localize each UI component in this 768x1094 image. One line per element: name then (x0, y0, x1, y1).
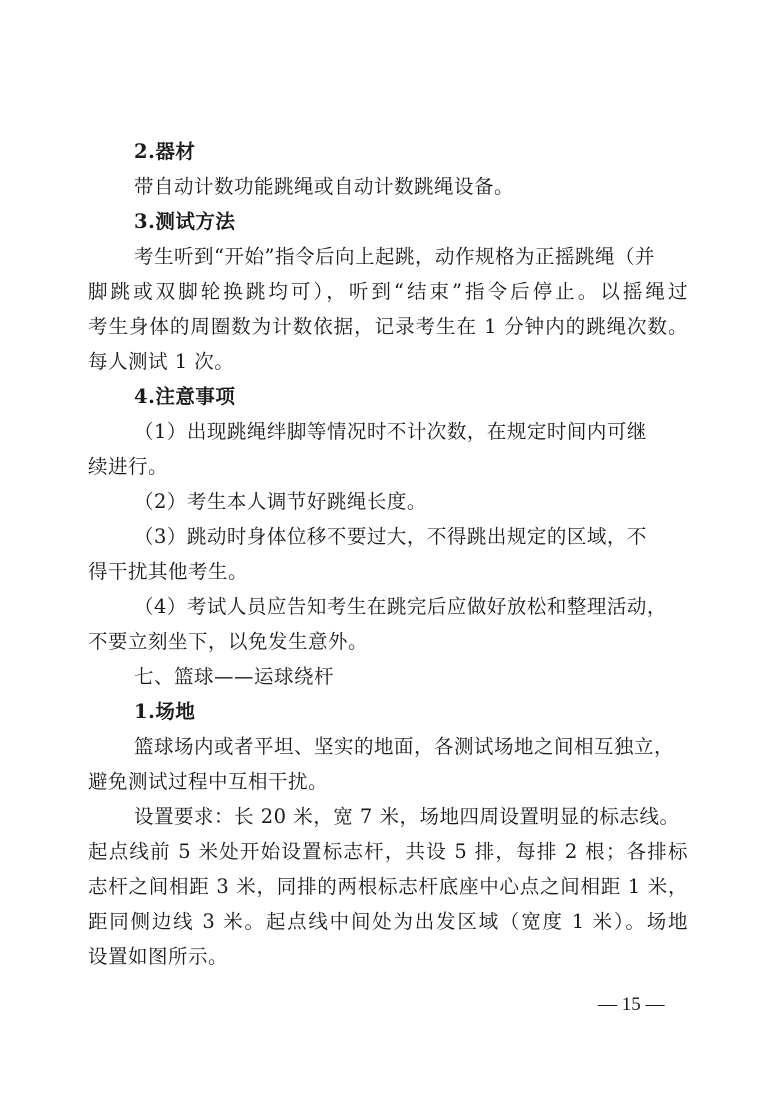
paragraph-test-method-line-1: 考生听到“开始”指令后向上起跳，动作规格为正摇跳绳（并 (134, 245, 655, 268)
note-4-line-2: 不要立刻坐下，以免发生意外。 (88, 630, 369, 653)
heading-test-method: 3.测试方法 (134, 210, 236, 233)
page-number: — 15 — (598, 994, 665, 1015)
heading-venue: 1.场地 (134, 700, 196, 723)
document-body (88, 134, 688, 974)
paragraph-venue-line-1: 篮球场内或者平坦、坚实的地面，各测试场地之间相互独立， (134, 735, 675, 758)
section-heading-basketball: 七、篮球——运球绕杆 (134, 665, 335, 688)
note-4-line-1: （4）考试人员应告知考生在跳完后应做好放松和整理活动， (134, 595, 667, 618)
paragraph-setup-line-4: 距同侧边线 3 米。起点线中间处为出发区域（宽度 1 米）。场地 (88, 910, 688, 933)
note-1-line-2: 续进行。 (88, 455, 169, 478)
note-3-line-2: 得干扰其他考生。 (88, 560, 249, 583)
paragraph-equipment: 带自动计数功能跳绳或自动计数跳绳设备。 (134, 175, 515, 198)
paragraph-test-method-line-2: 脚跳或双脚轮换跳均可），听到“结束”指令后停止。以摇绳过 (88, 280, 688, 303)
paragraph-setup-line-3: 志杆之间相距 3 米，同排的两根标志杆底座中心点之间相距 1 米， (88, 875, 688, 898)
heading-equipment: 2.器材 (134, 140, 196, 163)
paragraph-setup-line-2: 起点线前 5 米处开始设置标志杆，共设 5 排，每排 2 根；各排标 (88, 840, 688, 863)
note-1-line-1: （1）出现跳绳绊脚等情况时不计次数，在规定时间内可继 (134, 420, 647, 443)
note-2: （2）考生本人调节好跳绳长度。 (134, 490, 427, 513)
paragraph-test-method-line-4: 每人测试 1 次。 (88, 350, 235, 373)
paragraph-setup-line-5: 设置如图所示。 (88, 945, 229, 968)
paragraph-venue-line-2: 避免测试过程中互相干扰。 (88, 770, 329, 793)
heading-notes: 4.注意事项 (134, 385, 236, 408)
note-3-line-1: （3）跳动时身体位移不要过大，不得跳出规定的区域，不 (134, 525, 647, 548)
paragraph-setup-line-1: 设置要求：长 20 米，宽 7 米，场地四周设置明显的标志线。 (134, 805, 680, 828)
paragraph-test-method-line-3: 考生身体的周圈数为计数依据，记录考生在 1 分钟内的跳绳次数。 (88, 315, 688, 338)
